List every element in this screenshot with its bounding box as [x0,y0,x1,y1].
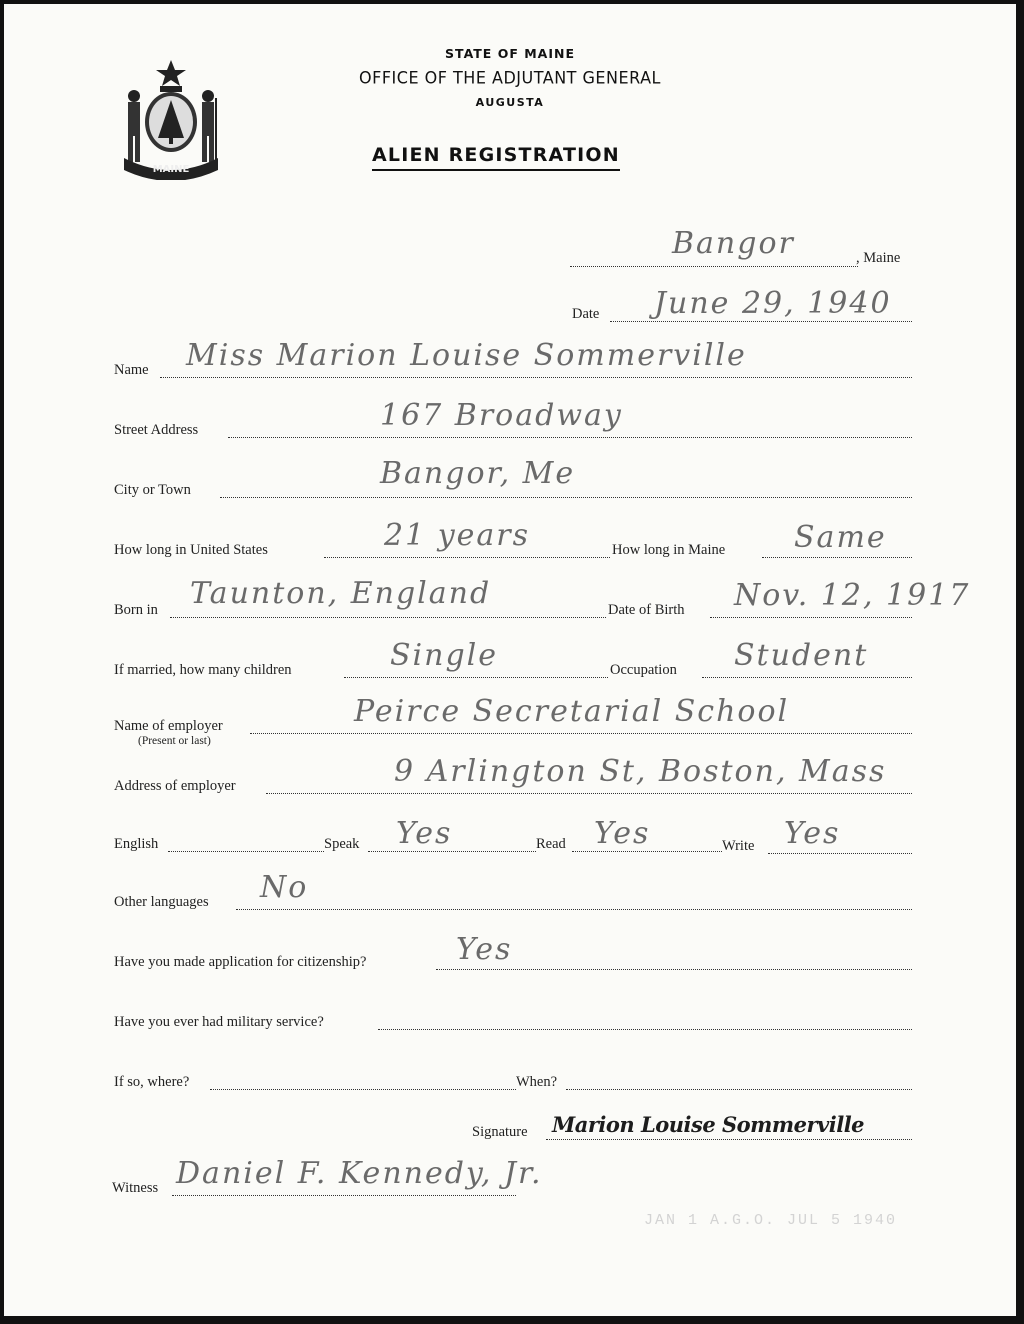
born-in-entry: Taunton, England [190,576,492,611]
employer-entry: Peirce Secretarial School [354,694,790,729]
employer-address-line [266,793,912,794]
date-of-birth-line [710,617,912,618]
where-line [210,1089,516,1090]
date-entry: June 29, 1940 [654,286,892,321]
date-line [610,321,912,322]
how-long-maine-line [762,557,912,558]
how-long-us-entry: 21 years [384,518,531,553]
how-long-us-label: How long in United States [114,542,268,558]
when-label: When? [516,1074,558,1090]
english-label: English [114,836,159,852]
name-line [160,377,912,378]
witness-line [172,1195,516,1196]
name-entry: Miss Marion Louise Sommerville [186,338,747,373]
born-in-line [170,617,606,618]
date-of-birth-label: Date of Birth [608,602,685,618]
street-address-label: Street Address [114,422,199,438]
speak-line [368,851,536,852]
place-line [570,266,858,267]
street-address-line [228,437,912,438]
read-entry: Yes [594,816,651,851]
city-entry: Bangor, Me [380,456,576,491]
name-label: Name [114,362,149,378]
form-title: ALIEN REGISTRATION [372,144,620,171]
other-languages-line [236,909,912,910]
date-label: Date [572,306,600,322]
city-line [220,497,912,498]
maine-suffix-label: , Maine [856,250,901,266]
alien-registration-form [4,4,1016,1316]
received-stamp: JAN 1 A.G.O. JUL 5 1940 [644,1212,898,1229]
employer-label: Name of employer [114,718,223,734]
write-entry: Yes [784,816,841,851]
header-city: AUGUSTA [475,96,545,109]
military-service-line [378,1029,912,1030]
how-long-us-line [324,557,610,558]
witness-entry: Daniel F. Kennedy, Jr. [176,1156,543,1191]
header-office: OFFICE OF THE ADJUTANT GENERAL [359,67,661,88]
occupation-label: Occupation [610,662,677,678]
military-service-label: Have you ever had military service? [114,1014,324,1030]
witness-label: Witness [112,1180,159,1196]
english-line [168,851,324,852]
speak-entry: Yes [396,816,453,851]
married-children-line [344,677,608,678]
employer-line [250,733,912,734]
other-languages-label: Other languages [114,894,209,910]
read-label: Read [536,836,566,852]
how-long-maine-entry: Same [794,520,887,555]
occupation-line [702,677,912,678]
employer-sub-label: (Present or last) [138,735,211,747]
occupation-entry: Student [734,638,869,673]
place-entry: Bangor [672,226,795,261]
where-label: If so, where? [114,1074,190,1090]
married-children-entry: Single [390,638,499,673]
read-line [572,851,722,852]
employer-address-label: Address of employer [114,778,236,794]
citizenship-line [436,969,912,970]
citizenship-entry: Yes [456,932,513,967]
write-label: Write [722,838,755,854]
signature-line [546,1139,912,1140]
born-in-label: Born in [114,602,158,618]
how-long-maine-label: How long in Maine [612,542,726,558]
seal-banner-text: MAINE [152,164,190,175]
speak-label: Speak [324,836,360,852]
when-line [566,1089,912,1090]
city-label: City or Town [114,482,191,498]
street-address-entry: 167 Broadway [380,398,623,433]
header-state: STATE OF MAINE [445,46,575,61]
other-languages-entry: No [260,870,309,905]
date-of-birth-entry: Nov. 12, 1917 [734,578,971,613]
married-children-label: If married, how many children [114,662,292,678]
citizenship-label: Have you made application for citizenship? [114,954,367,970]
write-line [768,853,912,854]
applicant-signature: Marion Louise Sommerville [552,1112,865,1137]
signature-label: Signature [472,1124,528,1140]
employer-address-entry: 9 Arlington St, Boston, Mass [394,754,887,789]
